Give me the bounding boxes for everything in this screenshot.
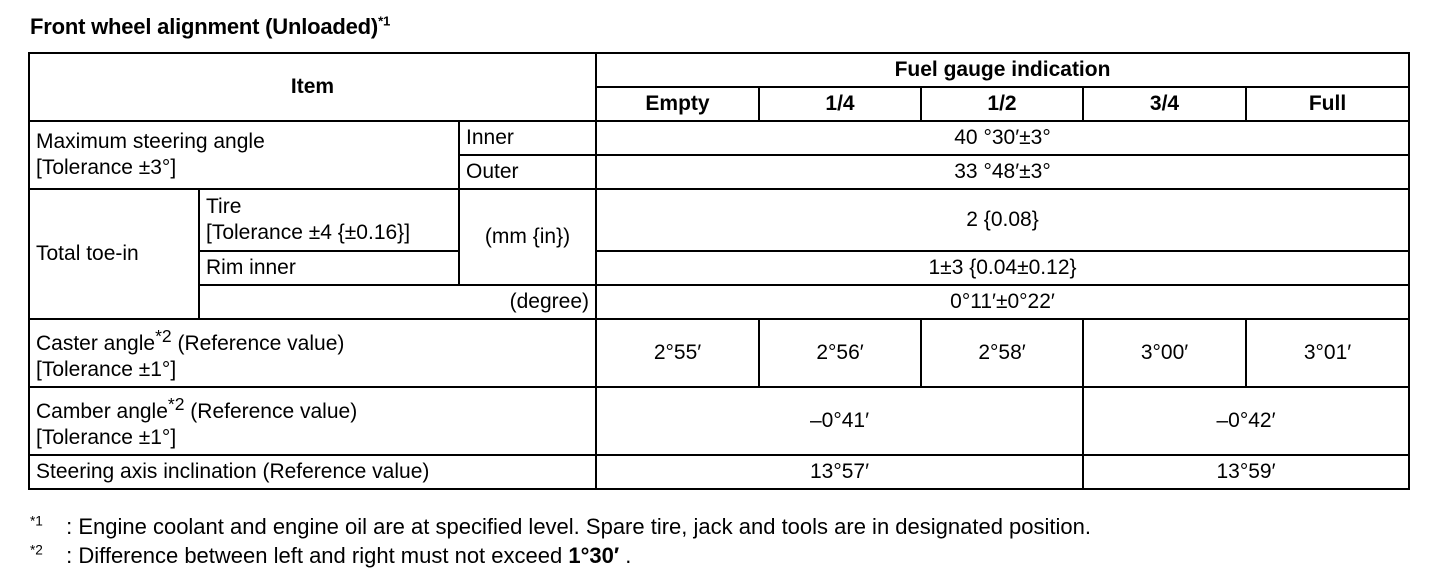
toe-in-degree-row (29, 285, 1409, 319)
max-steering-inner-label: Inner (459, 121, 596, 155)
header-level-three-quarter: 3/4 (1083, 87, 1246, 121)
toe-in-tire-value: 2 {0.08} (596, 189, 1409, 251)
toe-in-tire-row (29, 189, 1409, 251)
camber-footnote-ref: *2 (167, 394, 185, 414)
footnote-1 (30, 512, 1091, 541)
steering-axis-label: Steering axis inclination (Reference value) (29, 455, 596, 489)
camber-row (29, 387, 1409, 455)
header-level-quarter: 1/4 (759, 87, 921, 121)
footnote-1-text: : Engine coolant and engine oil are at specified level. Spare tire, jack and tools are in designated position. (60, 514, 1091, 539)
caster-value-three-quarter: 3°00′ (1083, 319, 1246, 387)
toe-in-rim-label: Rim inner (199, 251, 459, 285)
max-steering-label-line2: [Tolerance ±3°] (36, 156, 177, 179)
footnote-2-suffix: . (619, 543, 632, 568)
toe-in-tire-line2: [Tolerance ±4 {±0.16}] (206, 221, 411, 244)
max-steering-outer-label: Outer (459, 155, 596, 189)
toe-in-rim-row (29, 251, 1409, 285)
header-level-empty: Empty (596, 87, 759, 121)
footnote-2-text: : Difference between left and right must not exceed (60, 543, 569, 568)
max-steering-inner-value: 40 °30′±3° (596, 121, 1409, 155)
toe-in-tire-label (199, 189, 459, 251)
wheel-alignment-table (28, 52, 1410, 490)
header-level-full: Full (1246, 87, 1409, 121)
max-steering-label (29, 121, 459, 189)
title-footnote-ref: *1 (378, 13, 391, 29)
caster-label-line1: Caster angle (36, 332, 156, 355)
max-steering-outer-value: 33 °48′±3° (596, 155, 1409, 189)
steering-axis-value-high: 13°59′ (1083, 455, 1409, 489)
caster-label-line2: [Tolerance ±1°] (36, 358, 177, 381)
camber-label-line1: Camber angle (36, 400, 168, 423)
header-level-half: 1/2 (921, 87, 1083, 121)
toe-in-unit-degree: (degree) (199, 285, 596, 319)
caster-row (29, 319, 1409, 387)
steering-axis-row (29, 455, 1409, 489)
caster-value-half: 2°58′ (921, 319, 1083, 387)
footnote-2-mark-text: *2 (30, 542, 43, 558)
caster-label (29, 319, 596, 387)
toe-in-tire-line1: Tire (206, 195, 242, 218)
max-steering-label-line1: Maximum steering angle (36, 130, 265, 153)
toe-in-rim-value: 1±3 {0.04±0.12} (596, 251, 1409, 285)
footnote-1-mark (30, 512, 60, 541)
camber-label-line2: [Tolerance ±1°] (36, 426, 177, 449)
toe-in-label: Total toe-in (29, 189, 199, 319)
toe-in-unit-mm: (mm {in}) (459, 189, 596, 285)
camber-label-suffix: (Reference value) (184, 400, 358, 423)
camber-value-high: –0°42′ (1083, 387, 1409, 455)
camber-value-low: –0°41′ (596, 387, 1083, 455)
caster-label-suffix: (Reference value) (171, 332, 345, 355)
toe-in-degree-value: 0°11′±0°22′ (596, 285, 1409, 319)
footnote-2 (30, 541, 1091, 570)
footnotes (30, 512, 1091, 570)
caster-value-quarter: 2°56′ (759, 319, 921, 387)
header-item: Item (29, 53, 596, 121)
header-fuel-gauge: Fuel gauge indication (596, 53, 1409, 87)
caster-footnote-ref: *2 (155, 326, 172, 346)
footnote-2-mark (30, 541, 60, 570)
steering-axis-value-low: 13°57′ (596, 455, 1083, 489)
header-row-1 (29, 53, 1409, 87)
caster-value-empty: 2°55′ (596, 319, 759, 387)
title-text: Front wheel alignment (Unloaded) (30, 14, 379, 39)
footnote-1-mark-text: *1 (30, 513, 43, 529)
camber-label (29, 387, 596, 455)
caster-value-full: 3°01′ (1246, 319, 1409, 387)
page-title (30, 14, 390, 40)
footnote-2-emphasis: 1°30′ (568, 543, 620, 568)
max-steering-inner-row (29, 121, 1409, 155)
